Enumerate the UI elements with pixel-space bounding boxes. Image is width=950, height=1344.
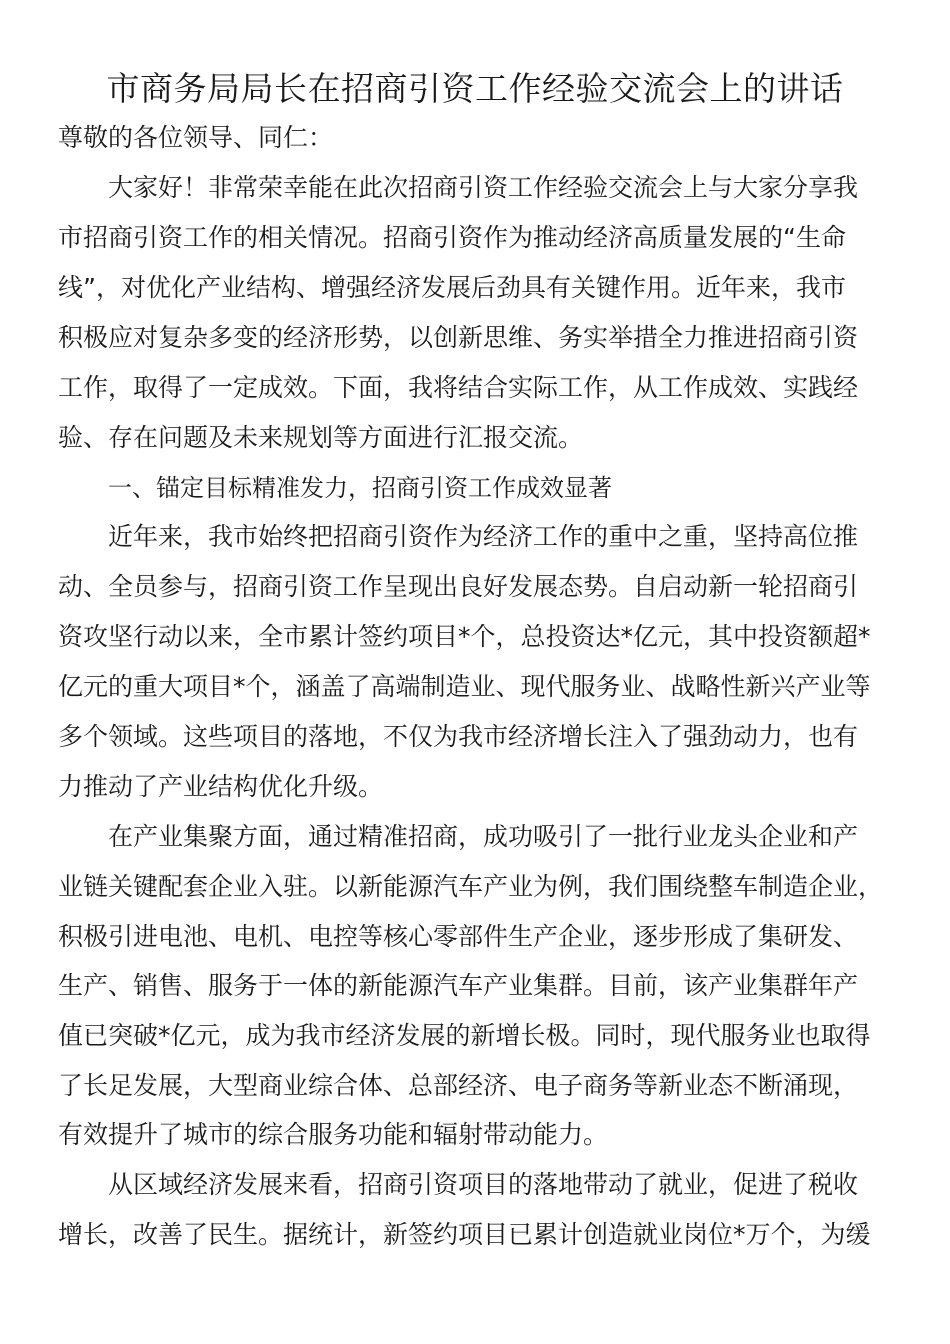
paragraph-line: 从区域经济发展来看，招商引资项目的落地带动了就业，促进了税收	[108, 1170, 859, 1199]
paragraph-line: 生产、销售、服务于一体的新能源汽车产业集群。目前，该产业集群年产	[58, 971, 859, 1000]
intro-line: 市招商引资工作的相关情况。招商引资作为推动经济高质量发展的“生命	[58, 223, 846, 252]
paragraph-line: 力推动了产业结构优化升级。	[58, 772, 384, 801]
paragraph-line: 值已突破*亿元，成为我市经济发展的新增长极。同时，现代服务业也取得	[58, 1021, 871, 1050]
intro-line: 积极应对复杂多变的经济形势，以创新思维、务实举措全力推进招商引资	[58, 323, 859, 352]
paragraph-line: 积极引进电池、电机、电控等核心零部件生产企业，逐步形成了集研发、	[58, 922, 859, 951]
document-title: 市商务局局长在招商引资工作经验交流会上的讲话	[106, 69, 844, 108]
paragraph-line: 亿元的重大项目*个，涵盖了高端制造业、现代服务业、战略性新兴产业等	[58, 672, 871, 701]
intro-line: 线”，对优化产业结构、增强经济发展后劲具有关键作用。近年来，我市	[58, 273, 846, 302]
paragraph-line: 在产业集聚方面，通过精准招商，成功吸引了一批行业龙头企业和产	[108, 822, 859, 851]
intro-line: 大家好！非常荣幸能在此次招商引资工作经验交流会上与大家分享我	[108, 173, 859, 202]
paragraph-line: 近年来，我市始终把招商引资作为经济工作的重中之重，坚持高位推	[108, 522, 859, 551]
paragraph-line: 动、全员参与，招商引资工作呈现出良好发展态势。自启动新一轮招商引	[58, 572, 859, 601]
salutation: 尊敬的各位领导、同仁：	[58, 123, 334, 152]
intro-line: 验、存在问题及未来规划等方面进行汇报交流。	[58, 423, 584, 452]
intro-line: 工作，取得了一定成效。下面，我将结合实际工作，从工作成效、实践经	[58, 373, 859, 402]
paragraph-line: 有效提升了城市的综合服务功能和辐射带动能力。	[58, 1120, 609, 1149]
paragraph-line: 多个领域。这些项目的落地，不仅为我市经济增长注入了强劲动力，也有	[58, 722, 859, 751]
paragraph-line: 业链关键配套企业入驻。以新能源汽车产业为例，我们围绕整车制造企业，	[58, 872, 884, 901]
paragraph-line: 资攻坚行动以来，全市累计签约项目*个，总投资达*亿元，其中投资额超*	[58, 622, 871, 651]
paragraph-line: 增长，改善了民生。据统计，新签约项目已累计创造就业岗位*万个，为缓	[58, 1220, 871, 1249]
section-heading: 一、锚定目标精准发力，招商引资工作成效显著	[108, 474, 612, 502]
paragraph-line: 了长足发展，大型商业综合体、总部经济、电子商务等新业态不断涌现，	[58, 1071, 859, 1100]
